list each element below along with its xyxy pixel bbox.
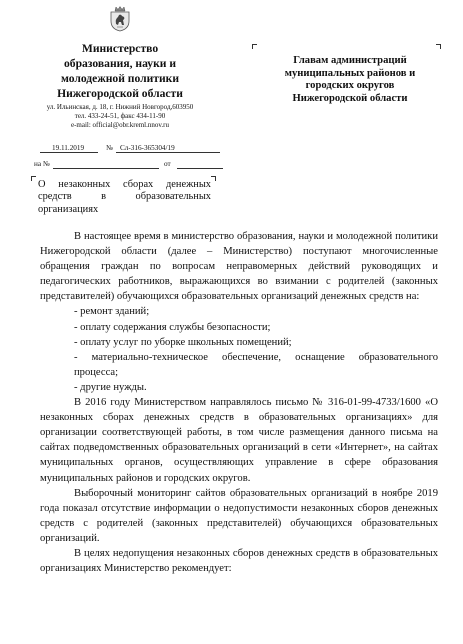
paragraph-intro xyxy=(40,229,438,304)
recipient-block xyxy=(265,55,435,105)
letter-date: 19.11.2019 xyxy=(52,144,85,152)
recipient-line: Нижегородской области xyxy=(292,92,408,104)
recipient-corner-mark xyxy=(252,44,257,49)
text-line: образовательных организаций. xyxy=(40,517,438,544)
list-item: - другие нужды. xyxy=(74,381,147,393)
address-line: ул. Ильинская, д. 18, г. Нижний Новгород,603950 xyxy=(46,103,194,111)
letter-number: Сл-316-365304/19 xyxy=(120,144,175,152)
registration-line xyxy=(40,143,220,154)
recipient-line: Главам администраций xyxy=(293,55,407,66)
recipient-corner-mark xyxy=(436,44,441,49)
ministry-address xyxy=(30,103,210,130)
list-item: - оплату услуг по уборке школьных помещений; xyxy=(74,336,292,348)
text-line: денежных средств с родителей (законных представителей) обучающихся xyxy=(40,502,438,529)
letter-body xyxy=(40,229,438,576)
ministry-name-line: Министерство xyxy=(81,42,159,55)
subject-line: средств в образовательных xyxy=(38,191,211,203)
letter-subject xyxy=(38,179,211,216)
subject-line: О незаконных сборах денежных xyxy=(38,179,211,190)
list-item-continuation: процесса; xyxy=(74,366,119,378)
text-line: организаций денежных средств на: xyxy=(261,291,420,303)
reference-from: от xyxy=(164,160,171,168)
subject-line: организациях xyxy=(38,203,99,215)
list-item-text: - материально-техническое обеспечение, оснащение образовательного xyxy=(74,351,438,363)
reference-line xyxy=(34,159,224,170)
subject-corner-mark xyxy=(31,176,36,181)
ministry-name-line: молодежной политики xyxy=(60,72,180,85)
text-line: образовательных организациях Министерство рекомендует: xyxy=(40,547,438,575)
text-line: «О незаконных сборах денежных средств в образовательных организациях» для xyxy=(40,397,438,424)
ministry-name-line: Нижегородской области xyxy=(57,87,183,100)
recipient-line: городских округов xyxy=(305,80,395,92)
email-line: e-mail: official@obr.kreml.nnov.ru xyxy=(70,121,169,129)
paragraph-monitoring xyxy=(40,486,438,546)
text-line: Выборочный мониторинг сайтов образовательных организаций в ноябре xyxy=(74,487,417,499)
text-line: на сайтах подведомственных образовательных организаций в сети «Интернет», на xyxy=(40,427,438,454)
text-line: В 2016 году Министерством направлялось письмо № 316-01-99-4733/1600 xyxy=(74,397,426,409)
text-line: образования муниципальных районов и городских округов. xyxy=(40,457,438,484)
text-line: сайтах муниципальных органов, осуществляющих управление в сфере xyxy=(40,442,438,469)
list-item xyxy=(40,350,438,365)
ministry-name xyxy=(30,41,210,101)
text-line: руководящих и педагогических работников, выражающихся во взимании с xyxy=(40,261,438,288)
ministry-name-line: образования, науки и xyxy=(63,57,177,70)
number-label: № xyxy=(106,144,113,152)
list-item: - оплату содержания службы безопасности; xyxy=(74,321,271,333)
recipient-line: муниципальных районов и xyxy=(284,67,416,79)
paragraph-recommendation xyxy=(40,546,438,576)
list-item: - ремонт зданий; xyxy=(74,306,150,318)
text-line: многочисленные обращения граждан по вопросам неправомерных действий xyxy=(40,246,438,273)
reference-prefix: на № xyxy=(34,160,50,168)
text-line: В настоящее время в министерство образования, науки и молодежной xyxy=(74,231,396,242)
text-line: 2019 года показал отсутствие информации о недопустимости незаконных сборов xyxy=(40,487,438,514)
subject-corner-mark xyxy=(211,176,216,181)
nizhny-novgorod-coat-of-arms-icon xyxy=(110,6,130,32)
text-line: родителей (законных представителей) обучающихся образовательных xyxy=(40,276,438,303)
phone-line: тел. 433-24-51, факс 434-11-90 xyxy=(74,112,166,120)
paragraph-2016-letter xyxy=(40,395,438,486)
text-line: организации соответствующей работы, в том числе размещения данного письма xyxy=(40,427,428,439)
text-line: В целях недопущения незаконных сборов денежных средств в xyxy=(74,547,362,559)
text-line: политики Нижегородской области (далее – Министерство) поступают xyxy=(40,231,438,258)
